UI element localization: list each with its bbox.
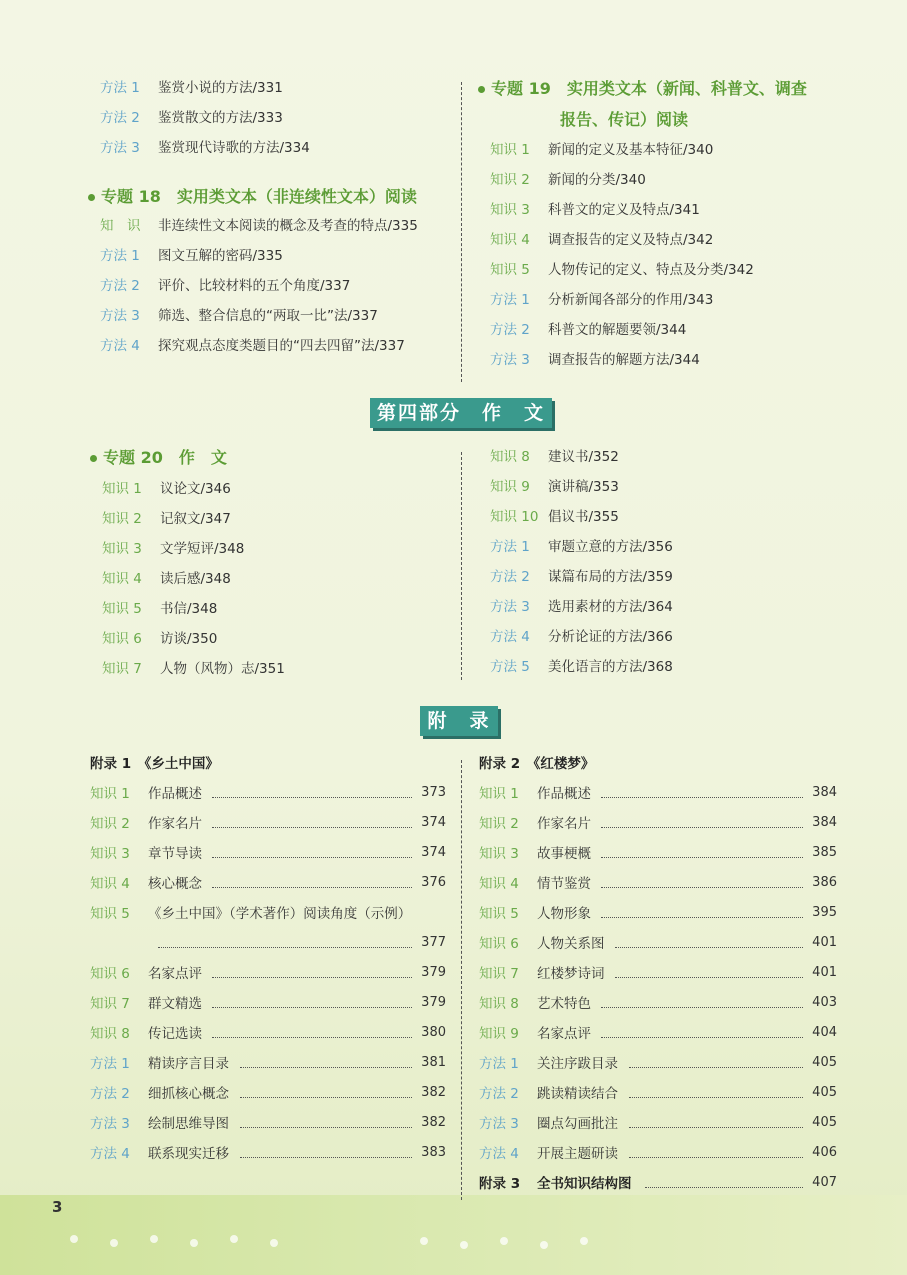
middle-right-column: [490, 445, 870, 685]
appendix-row-tag: 方法 3: [479, 1116, 519, 1132]
leader-dots: [212, 1007, 412, 1008]
appendix-row-page: 381: [421, 1055, 446, 1070]
appendix-row[interactable]: [90, 902, 411, 926]
toc-row[interactable]: [102, 567, 231, 591]
appendix-row[interactable]: [479, 1052, 618, 1076]
appendix-row-page: 401: [812, 935, 837, 950]
appendix-row-text: 故事梗概: [537, 846, 591, 862]
topic-title: 报告、传记）阅读: [560, 110, 689, 129]
topic-title: 专题 20 作 文: [103, 448, 227, 467]
appendix-row[interactable]: [90, 842, 202, 866]
appendix-row-page: 403: [812, 995, 837, 1010]
topic-title: 专题 19 实用类文本（新闻、科普文、调查: [491, 79, 807, 98]
toc-row-tag: 知 识: [100, 218, 141, 234]
appendix-row[interactable]: [479, 1082, 618, 1106]
toc-row-tag: 方法 2: [100, 278, 140, 294]
topic-heading: [560, 107, 688, 130]
toc-row[interactable]: [490, 288, 713, 312]
toc-row-text: 演讲稿/353: [548, 479, 619, 495]
decor-dot: [110, 1239, 118, 1247]
leader-dots: [240, 1127, 412, 1128]
leader-dots: [212, 887, 412, 888]
middle-left-column: [90, 445, 450, 685]
toc-row-tag: 知识 8: [490, 449, 530, 465]
page-number: 3: [52, 1198, 63, 1216]
appendix-row-page: 379: [421, 995, 446, 1010]
appendix-row-text: 精读序言目录: [148, 1056, 229, 1072]
toc-row-text: 记叙文/347: [160, 511, 231, 527]
appendix-row-page: 386: [812, 875, 837, 890]
toc-row-text: 鉴赏散文的方法/333: [158, 110, 283, 126]
leader-dots: [240, 1097, 412, 1098]
topic-bullet-icon: [88, 194, 95, 201]
appendix-row-text: 作家名片: [537, 816, 591, 832]
appendix-row-tag: 方法 1: [479, 1056, 519, 1072]
appendix-row-tag: 知识 4: [479, 876, 519, 892]
toc-row[interactable]: [490, 228, 713, 252]
toc-row-text: 议论文/346: [160, 481, 231, 497]
leader-dots: [240, 1157, 412, 1158]
toc-row-tag: 知识 1: [490, 142, 530, 158]
topic-bullet-icon: [478, 86, 485, 93]
decor-dot: [70, 1235, 78, 1243]
toc-row-text: 探究观点态度类题目的“四去四留”法/337: [158, 338, 405, 354]
toc-row-text: 读后感/348: [160, 571, 231, 587]
appendix-row-text: 章节导读: [148, 846, 202, 862]
toc-row-tag: 知识 3: [490, 202, 530, 218]
appendix-row[interactable]: [90, 1082, 229, 1106]
leader-dots: [158, 947, 412, 948]
toc-row-tag: 知识 6: [102, 631, 142, 647]
appendix-3-page: 407: [812, 1175, 837, 1190]
appendix-row-page: 404: [812, 1025, 837, 1040]
appendix-row-tag: 知识 2: [479, 816, 519, 832]
toc-row-text: 谋篇布局的方法/359: [548, 569, 673, 585]
appendix-row-tag: 知识 1: [479, 786, 519, 802]
appendix-row-text: 红楼梦诗词: [537, 966, 605, 982]
appendix-row-page: 373: [421, 785, 446, 800]
toc-row-text: 鉴赏小说的方法/331: [158, 80, 283, 96]
appendix-row[interactable]: [479, 812, 591, 836]
toc-row[interactable]: [490, 595, 673, 619]
toc-row[interactable]: [100, 106, 283, 130]
topic-title: 专题 18 实用类文本（非连续性文本）阅读: [101, 187, 417, 206]
toc-row-tag: 知识 1: [102, 481, 142, 497]
leader-dots: [601, 887, 803, 888]
decor-dot: [230, 1235, 238, 1243]
toc-row[interactable]: [100, 76, 283, 100]
appendix-row[interactable]: [479, 782, 591, 806]
appendix-row-tag: 方法 4: [479, 1146, 519, 1162]
toc-row[interactable]: [100, 304, 378, 328]
decor-dot: [580, 1237, 588, 1245]
toc-row-text: 倡议书/355: [548, 509, 619, 525]
appendix-heading: 附 录: [420, 706, 498, 736]
appendix-row-page: 382: [421, 1115, 446, 1130]
leader-dots: [601, 797, 803, 798]
appendix-row-text: 作品概述: [537, 786, 591, 802]
appendix-row-tag: 知识 5: [90, 906, 130, 922]
appendix-row-page: 406: [812, 1145, 837, 1160]
leader-dots: [629, 1067, 803, 1068]
appendix-row-page: 376: [421, 875, 446, 890]
toc-row-tag: 方法 1: [490, 292, 530, 308]
toc-row[interactable]: [490, 475, 619, 499]
appendix-row-text: 作品概述: [148, 786, 202, 802]
appendix-row-page: 405: [812, 1085, 837, 1100]
appendix-row[interactable]: [479, 962, 605, 986]
appendix-row[interactable]: [479, 1112, 618, 1136]
appendix-row[interactable]: [479, 872, 591, 896]
toc-row-tag: 知识 10: [490, 509, 539, 525]
toc-row-text: 人物传记的定义、特点及分类/342: [548, 262, 754, 278]
toc-row[interactable]: [490, 198, 700, 222]
toc-row-text: 鉴赏现代诗歌的方法/334: [158, 140, 310, 156]
toc-row-text: 评价、比较材料的五个角度/337: [158, 278, 351, 294]
toc-row-text: 审题立意的方法/356: [548, 539, 673, 555]
toc-row-text: 调查报告的定义及特点/342: [548, 232, 714, 248]
appendix-row-page: 384: [812, 785, 837, 800]
toc-row-text: 访谈/350: [160, 631, 218, 647]
toc-row[interactable]: [100, 334, 405, 358]
appendix-row-page: 377: [421, 935, 446, 950]
appendix-row-page: 395: [812, 905, 837, 920]
toc-row-tag: 方法 3: [100, 140, 140, 156]
appendix-row-page: 374: [421, 815, 446, 830]
appendix-row[interactable]: [90, 1052, 229, 1076]
appendix-row-tag: 方法 2: [479, 1086, 519, 1102]
toc-row-tag: 知识 7: [102, 661, 142, 677]
appendix-row-page: 405: [812, 1115, 837, 1130]
decor-dot: [460, 1241, 468, 1249]
leader-dots: [601, 857, 803, 858]
leader-dots: [601, 1007, 803, 1008]
appendix-row-tag: 知识 6: [90, 966, 130, 982]
toc-row-tag: 方法 3: [100, 308, 140, 324]
appendix-row-tag: 知识 7: [479, 966, 519, 982]
toc-row-tag: 方法 1: [100, 248, 140, 264]
appendix-row-tag: 知识 9: [479, 1026, 519, 1042]
toc-row-text: 建议书/352: [548, 449, 619, 465]
toc-row[interactable]: [490, 625, 673, 649]
leader-dots: [629, 1127, 803, 1128]
toc-row[interactable]: [102, 597, 217, 621]
appendix-3-row[interactable]: [479, 1172, 632, 1196]
appendix-row[interactable]: [90, 962, 202, 986]
leader-dots: [212, 797, 412, 798]
appendix-title: [90, 752, 219, 776]
leader-dots: [615, 947, 803, 948]
toc-row[interactable]: [490, 535, 673, 559]
appendix-row-tag: 方法 2: [90, 1086, 130, 1102]
appendix-row-text: 联系现实迁移: [148, 1146, 229, 1162]
decor-dot: [150, 1235, 158, 1243]
appendix-row-tag: 知识 6: [479, 936, 519, 952]
appendix-row-text: 核心概念: [148, 876, 202, 892]
toc-row-text: 图文互解的密码/335: [158, 248, 283, 264]
appendix-row[interactable]: [90, 872, 202, 896]
appendix-row-page: 385: [812, 845, 837, 860]
leader-dots: [212, 827, 412, 828]
appendix-row[interactable]: [90, 812, 202, 836]
appendix-row-tag: 知识 5: [479, 906, 519, 922]
appendix-row[interactable]: [479, 1022, 591, 1046]
appendix-row-tag: 知识 7: [90, 996, 130, 1012]
toc-row[interactable]: [490, 138, 713, 162]
toc-row-tag: 方法 2: [490, 569, 530, 585]
toc-row-tag: 知识 9: [490, 479, 530, 495]
toc-row[interactable]: [102, 537, 244, 561]
toc-row-text: 科普文的定义及特点/341: [548, 202, 700, 218]
appendix-3-text: 全书知识结构图: [537, 1176, 632, 1192]
appendix-row[interactable]: [479, 992, 591, 1016]
appendix-row-page: 383: [421, 1145, 446, 1160]
appendix-row-tag: 知识 4: [90, 876, 130, 892]
toc-row[interactable]: [102, 477, 231, 501]
appendix-row[interactable]: [479, 932, 605, 956]
column-divider: [461, 452, 462, 680]
toc-row-tag: 方法 5: [490, 659, 530, 675]
decor-dot: [500, 1237, 508, 1245]
leader-dots: [629, 1157, 803, 1158]
leader-dots: [601, 1037, 803, 1038]
toc-row[interactable]: [100, 274, 350, 298]
toc-row-tag: 方法 1: [490, 539, 530, 555]
toc-row[interactable]: [490, 348, 700, 372]
leader-dots: [601, 827, 803, 828]
leader-dots: [212, 977, 412, 978]
decor-dot: [540, 1241, 548, 1249]
appendix-row-tag: 方法 3: [90, 1116, 130, 1132]
appendix-row-text: 人物关系图: [537, 936, 605, 952]
toc-row-tag: 方法 3: [490, 352, 530, 368]
appendix-row-tag: 知识 8: [479, 996, 519, 1012]
appendix-3-tag: 附录 3: [479, 1176, 521, 1192]
appendix-row-text: 关注序跋目录: [537, 1056, 618, 1072]
toc-row-text: 调查报告的解题方法/344: [548, 352, 700, 368]
decor-dot: [190, 1239, 198, 1247]
appendix-row-text: 《乡土中国》（学术著作）阅读角度（示例）: [148, 906, 412, 922]
toc-row-text: 选用素材的方法/364: [548, 599, 673, 615]
toc-row-tag: 方法 4: [100, 338, 140, 354]
toc-row-tag: 知识 5: [490, 262, 530, 278]
toc-row-text: 分析新闻各部分的作用/343: [548, 292, 714, 308]
toc-row[interactable]: [102, 507, 231, 531]
appendix-row-page: 374: [421, 845, 446, 860]
toc-row[interactable]: [490, 565, 673, 589]
toc-row-text: 人物（风物）志/351: [160, 661, 285, 677]
appendix-row-page: 401: [812, 965, 837, 980]
toc-row[interactable]: [490, 318, 686, 342]
appendix-row-page: 384: [812, 815, 837, 830]
toc-row[interactable]: [102, 657, 285, 681]
toc-row-tag: 知识 4: [490, 232, 530, 248]
appendix-title: [479, 752, 594, 776]
toc-row-text: 筛选、整合信息的“两取一比”法/337: [158, 308, 378, 324]
appendix-row-tag: 知识 8: [90, 1026, 130, 1042]
toc-row-tag: 知识 3: [102, 541, 142, 557]
toc-row-text: 文学短评/348: [160, 541, 245, 557]
toc-row-tag: 知识 5: [102, 601, 142, 617]
appendix-right-column: [479, 752, 837, 1202]
toc-row-text: 新闻的分类/340: [548, 172, 646, 188]
toc-row-tag: 方法 1: [100, 80, 140, 96]
column-divider: [461, 82, 462, 382]
appendix-row[interactable]: [479, 842, 591, 866]
part4-heading: 第四部分 作 文: [370, 398, 552, 428]
toc-row-text: 非连续性文本阅读的概念及考查的特点/335: [158, 218, 418, 234]
toc-row[interactable]: [490, 505, 619, 529]
appendix-row-page: 379: [421, 965, 446, 980]
toc-row[interactable]: [490, 445, 619, 469]
appendix-row[interactable]: [90, 782, 202, 806]
toc-row-text: 新闻的定义及基本特征/340: [548, 142, 714, 158]
topic-heading: [90, 445, 227, 468]
appendix-row-text: 绘制思维导图: [148, 1116, 229, 1132]
appendix-row[interactable]: [90, 1142, 229, 1166]
appendix-row-text: 跳读精读结合: [537, 1086, 618, 1102]
toc-row-tag: 知识 2: [490, 172, 530, 188]
topic-bullet-icon: [90, 455, 97, 462]
appendix-row-text: 传记选读: [148, 1026, 202, 1042]
appendix-row-tag: 方法 4: [90, 1146, 130, 1162]
toc-row-tag: 知识 2: [102, 511, 142, 527]
toc-row[interactable]: [100, 136, 310, 160]
leader-dots: [645, 1187, 803, 1188]
decor-dot: [420, 1237, 428, 1245]
leader-dots: [212, 857, 412, 858]
toc-row-text: 美化语言的方法/368: [548, 659, 673, 675]
appendix-row-text: 群文精选: [148, 996, 202, 1012]
upper-right-column: [478, 76, 878, 376]
column-divider: [461, 760, 462, 1200]
appendix-row-tag: 知识 1: [90, 786, 130, 802]
appendix-row-text: 圈点勾画批注: [537, 1116, 618, 1132]
toc-row-text: 书信/348: [160, 601, 218, 617]
topic-heading: [478, 76, 807, 99]
upper-left-column: [100, 76, 450, 376]
appendix-row[interactable]: [90, 992, 202, 1016]
toc-row[interactable]: [100, 244, 283, 268]
appendix-row-text: 名家点评: [148, 966, 202, 982]
appendix-row[interactable]: [479, 1142, 618, 1166]
toc-row-tag: 方法 2: [100, 110, 140, 126]
appendix-row-page: 380: [421, 1025, 446, 1040]
appendix-row-text: 细抓核心概念: [148, 1086, 229, 1102]
appendix-row-tag: 知识 3: [90, 846, 130, 862]
appendix-row-page: 382: [421, 1085, 446, 1100]
toc-row-text: 分析论证的方法/366: [548, 629, 673, 645]
appendix-row-text: 名家点评: [537, 1026, 591, 1042]
leader-dots: [601, 917, 803, 918]
leader-dots: [212, 1037, 412, 1038]
appendix-row-tag: 方法 1: [90, 1056, 130, 1072]
toc-row[interactable]: [102, 627, 217, 651]
appendix-row-tag: 知识 3: [479, 846, 519, 862]
toc-row-text: 科普文的解题要领/344: [548, 322, 687, 338]
appendix-row-text: 艺术特色: [537, 996, 591, 1012]
toc-row[interactable]: [490, 655, 673, 679]
appendix-row[interactable]: [479, 902, 591, 926]
appendix-title-text: 附录 2 《红楼梦》: [479, 756, 595, 772]
toc-row-tag: 方法 3: [490, 599, 530, 615]
leader-dots: [629, 1097, 803, 1098]
decorative-bottom-band: [0, 1195, 907, 1275]
appendix-row-text: 情节鉴赏: [537, 876, 591, 892]
toc-row[interactable]: [490, 168, 646, 192]
appendix-left-column: [90, 752, 446, 1172]
toc-row[interactable]: [100, 214, 418, 238]
toc-row-tag: 方法 2: [490, 322, 530, 338]
appendix-row[interactable]: [90, 1112, 229, 1136]
appendix-row-tag: 知识 2: [90, 816, 130, 832]
leader-dots: [240, 1067, 412, 1068]
appendix-row-text: 作家名片: [148, 816, 202, 832]
toc-row-tag: 知识 4: [102, 571, 142, 587]
topic-heading: [88, 184, 417, 207]
appendix-row[interactable]: [90, 1022, 202, 1046]
decor-dot: [270, 1239, 278, 1247]
appendix-row-text: 开展主题研读: [537, 1146, 618, 1162]
toc-row[interactable]: [490, 258, 754, 282]
toc-row-tag: 方法 4: [490, 629, 530, 645]
leader-dots: [615, 977, 803, 978]
appendix-row-text: 人物形象: [537, 906, 591, 922]
appendix-title-text: 附录 1 《乡土中国》: [90, 756, 219, 772]
appendix-row-page: 405: [812, 1055, 837, 1070]
